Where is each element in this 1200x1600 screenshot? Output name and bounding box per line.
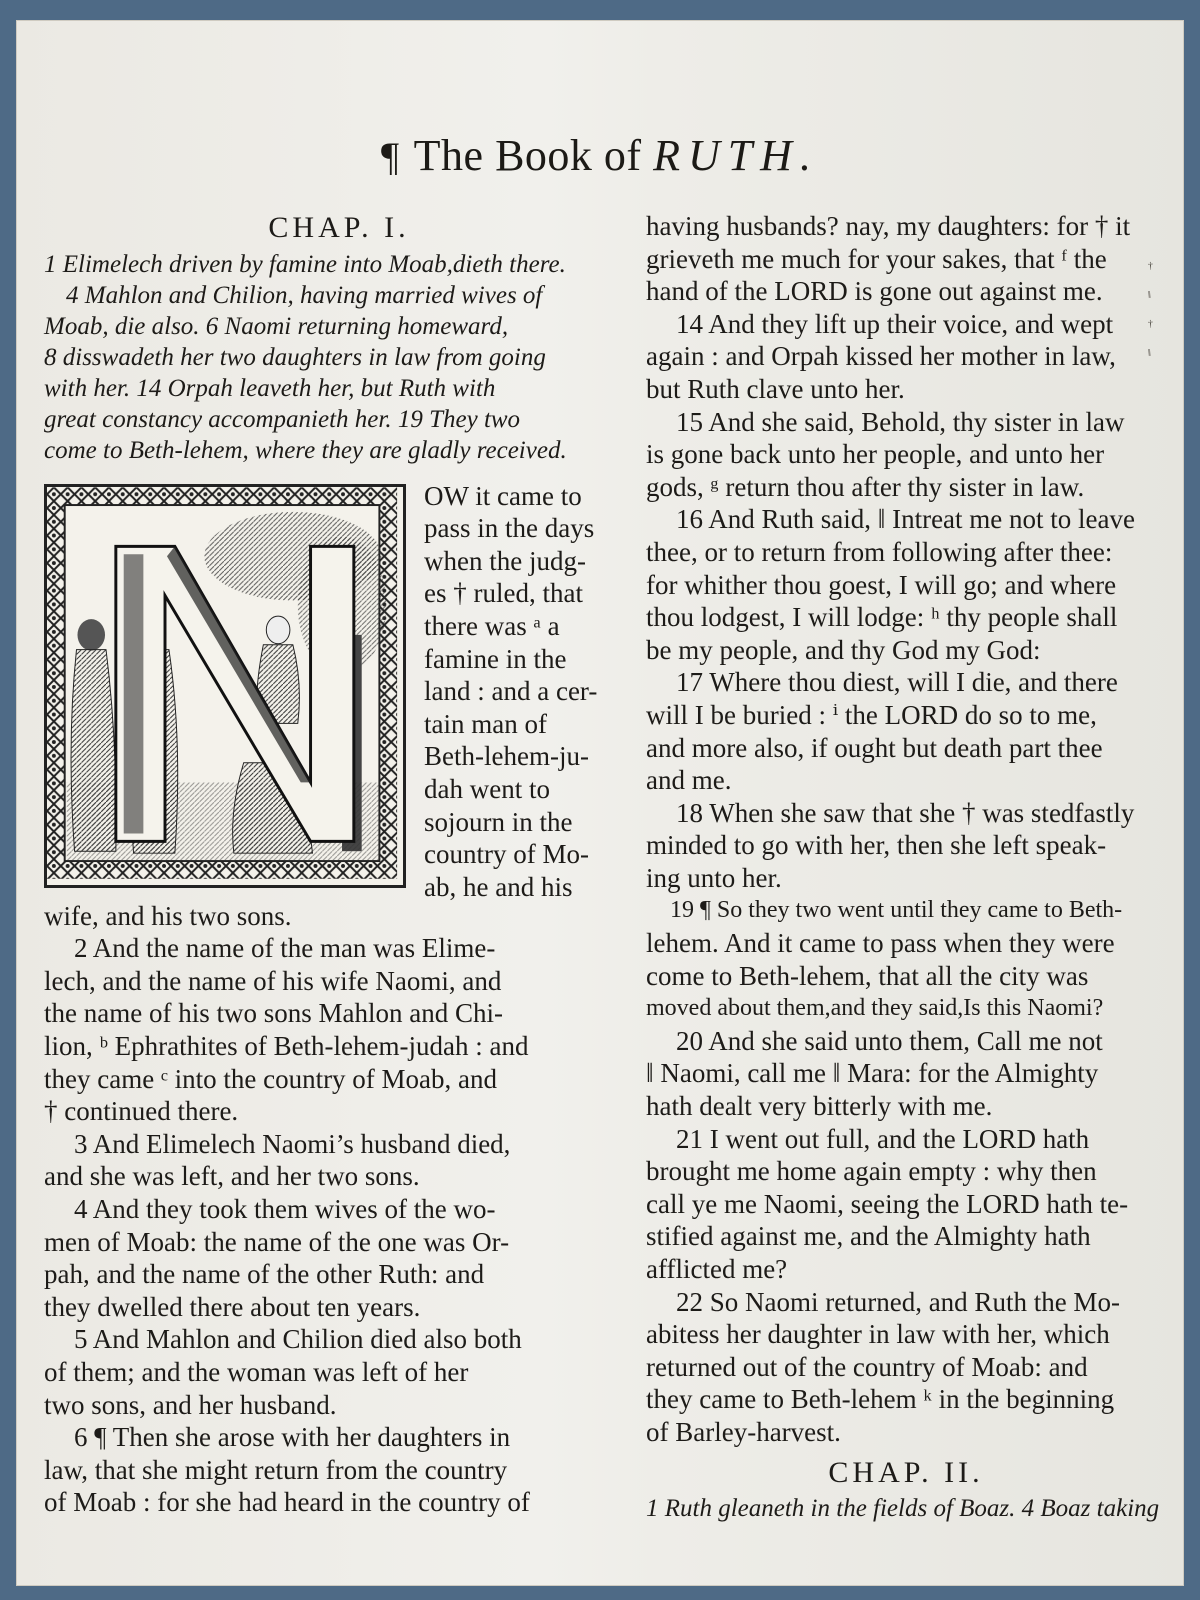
- summary-line: 4 Mahlon and Chilion, having married wives of: [66, 281, 543, 309]
- text-line: returned out of the country of Moab: and: [646, 1351, 1088, 1382]
- text-line: stified against me, and the Almighty hath: [646, 1221, 1091, 1252]
- text-line: hand of the LORD is gone out against me.: [646, 276, 1103, 307]
- text-line: having husbands? nay, my daughters: for † it: [646, 211, 1131, 241]
- text-line: lehem. And it came to pass when they were: [646, 928, 1115, 959]
- text-line: they came to Beth-lehem ᵏ in the beginning: [646, 1384, 1115, 1415]
- margin-note-mark: †: [1147, 260, 1154, 273]
- text-line: two sons, and her husband.: [44, 1389, 337, 1420]
- book-title: [16, 130, 1184, 181]
- dropcap-text: [424, 480, 634, 904]
- margin-notes: [1148, 260, 1178, 1520]
- text-line: ing unto her.: [646, 862, 782, 893]
- text-line: gods, ᵍ return thou after thy sister in law.: [646, 471, 1085, 502]
- text-line: but Ruth clave unto her.: [646, 373, 905, 404]
- text-line: es † ruled, that: [424, 578, 583, 609]
- text-line: for whither thou goest, I will go; and where: [646, 569, 1117, 600]
- text-line: and me.: [646, 765, 732, 796]
- text-line: ‖ Naomi, call me ‖ Mara: for the Almighty: [646, 1058, 1099, 1089]
- chapter-summary: [44, 249, 634, 466]
- text-line: pah, and the name of the other Ruth: and: [44, 1259, 485, 1290]
- text-line: lion, ᵇ Ephrathites of Beth-lehem-judah : and: [44, 1030, 529, 1061]
- text-line: wife, and his two sons.: [44, 900, 292, 931]
- text-line: 22 So Naomi returned, and Ruth the Mo-: [676, 1286, 1120, 1317]
- text-line: will I be buried : ⁱ the LORD do so to me,: [646, 699, 1097, 730]
- text-line: law, that she might return from the country: [44, 1454, 508, 1485]
- text-line: thee, or to return from following after thee:: [646, 536, 1113, 567]
- text-line: 6 ¶ Then she arose with her daughters in: [74, 1422, 511, 1453]
- left-column: [44, 210, 634, 1519]
- chapter-heading: CHAP. I.: [268, 211, 410, 244]
- text-line: there was ᵃ a: [424, 610, 560, 641]
- margin-note-mark: ‖: [1147, 347, 1152, 360]
- text-line: brought me home again empty : why then: [646, 1156, 1097, 1187]
- text-line: call ye me Naomi, seeing the LORD hath te-: [646, 1188, 1129, 1219]
- dropcap-block: [44, 480, 634, 900]
- text-line: dah went to: [424, 773, 550, 804]
- text-line: 2 And the name of the man was Elime-: [74, 933, 496, 964]
- text-line: again : and Orpah kissed her mother in law,: [646, 341, 1116, 372]
- text-line: come to Beth-lehem, that all the city was: [646, 960, 1089, 991]
- text-line: 21 I went out full, and the LORD hath: [676, 1123, 1090, 1154]
- text-line: be my people, and thy God my God:: [646, 634, 1041, 665]
- text-line: country of Mo-: [424, 839, 589, 870]
- text-line: sojourn in the: [424, 806, 573, 837]
- margin-note-mark: †: [1147, 318, 1154, 331]
- text-line: hath dealt very bitterly with me.: [646, 1091, 993, 1122]
- summary-line: come to Beth-lehem, where they are gladly received.: [44, 436, 567, 464]
- text-line: minded to go with her, then she left speak-: [646, 830, 1107, 861]
- text-line: when the judg-: [424, 545, 586, 576]
- text-line: 15 And she said, Behold, thy sister in law: [676, 406, 1125, 437]
- summary-line: 8 disswadeth her two daughters in law from going: [44, 343, 546, 371]
- text-line: the name of his two sons Mahlon and Chi-: [44, 998, 503, 1029]
- chapter-2-heading: CHAP. II.: [828, 1455, 984, 1489]
- text-line: † continued there.: [44, 1096, 239, 1127]
- text-line: 19 ¶ So they two went until they came to Beth-: [670, 897, 1123, 924]
- decorated-initial-illustration: [44, 484, 406, 888]
- book-title-prefix: The Book of: [413, 131, 642, 180]
- text-line: they dwelled there about ten years.: [44, 1291, 421, 1322]
- text-line: of them; and the woman was left of her: [44, 1356, 469, 1387]
- text-line: is gone back unto her people, and unto her: [646, 439, 1105, 470]
- summary-line: great constancy accompanieth her. 19 They two: [44, 405, 521, 433]
- text-line: 18 When she saw that she † was stedfastly: [676, 797, 1135, 828]
- text-line: thou lodgest, I will lodge: ʰ thy people shall: [646, 602, 1118, 633]
- pilcrow-mark: ¶: [381, 134, 400, 179]
- text-line: OW it came to: [424, 480, 582, 511]
- text-line: they came ᶜ into the country of Moab, and: [44, 1063, 498, 1094]
- text-line: 4 And they took them wives of the wo-: [74, 1193, 496, 1224]
- text-line: 17 Where thou diest, will I die, and there: [676, 667, 1118, 698]
- chapter-2-summary: 1 Ruth gleaneth in the fields of Boaz. 4 Boaz taking: [646, 1495, 1160, 1523]
- book-page: [16, 20, 1184, 1586]
- text-line: moved about them,and they said,Is this Naomi?: [646, 995, 1104, 1022]
- text-line: of Moab : for she had heard in the country of: [44, 1487, 530, 1518]
- text-line: 16 And Ruth said, ‖ Intreat me not to leave: [676, 504, 1135, 535]
- text-line: tain man of: [424, 708, 547, 739]
- left-verses: [44, 900, 634, 1519]
- text-line: ab, he and his: [424, 871, 573, 902]
- right-column: [646, 210, 1166, 1538]
- book-title-name: RUTH.: [653, 131, 819, 180]
- summary-line: 1 Elimelech driven by famine into Moab,dieth there.: [44, 250, 566, 278]
- text-line: 5 And Mahlon and Chilion died also both: [74, 1324, 522, 1355]
- text-line: and she was left, and her two sons.: [44, 1161, 420, 1192]
- text-line: abitess her daughter in law with her, which: [646, 1319, 1110, 1350]
- text-line: land : and a cer-: [424, 676, 598, 707]
- text-line: afflicted me?: [646, 1254, 788, 1284]
- summary-line: with her. 14 Orpah leaveth her, but Ruth with: [44, 374, 496, 402]
- text-line: famine in the: [424, 643, 567, 674]
- text-line: pass in the days: [424, 513, 595, 544]
- text-line: lech, and the name of his wife Naomi, and: [44, 965, 502, 996]
- summary-line: Moab, die also. 6 Naomi returning homeward,: [44, 312, 509, 340]
- text-line: men of Moab: the name of the one was Or-: [44, 1226, 510, 1257]
- text-line: 20 And she said unto them, Call me not: [676, 1025, 1103, 1056]
- text-line: of Barley-harvest.: [646, 1416, 841, 1447]
- text-line: grieveth me much for your sakes, that ᶠ the: [646, 243, 1107, 274]
- text-line: Beth-lehem-ju-: [424, 741, 589, 772]
- margin-note-mark: ‖: [1147, 289, 1152, 302]
- text-line: and more also, if ought but death part thee: [646, 732, 1103, 763]
- right-verses: [646, 210, 1166, 1449]
- text-line: 3 And Elimelech Naomi’s husband died,: [74, 1128, 511, 1159]
- text-line: 14 And they lift up their voice, and wept: [676, 308, 1114, 339]
- decorated-initial-svg: [47, 487, 403, 885]
